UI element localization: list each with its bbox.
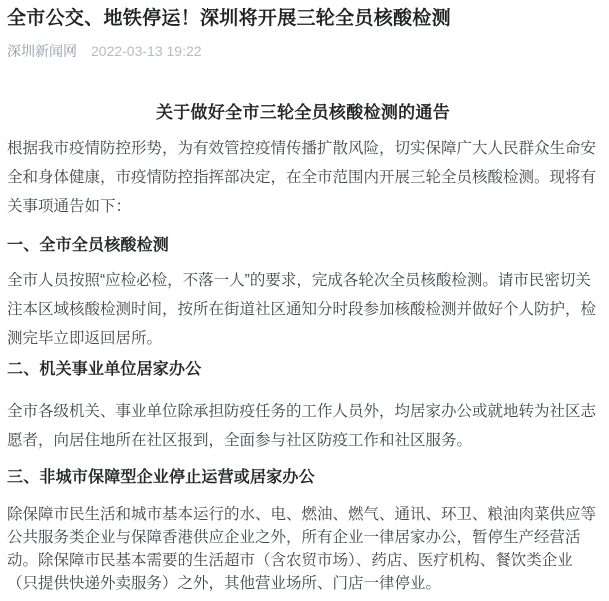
intro-paragraph: 根据我市疫情防控形势，为有效管控疫情传播扩散风险，切实保障广大人民群众生命安全和身体健康，市疫情防控指挥部决定，在全市范围内开展三轮全员核酸检测。现将有关事项通告如下： bbox=[7, 140, 597, 215]
section-3-heading: 三、非城市保障型企业停止运营或居家办公 bbox=[7, 469, 315, 486]
notice-title: 关于做好全市三轮全员核酸检测的通告 bbox=[155, 103, 451, 122]
section-2-body: 全市各级机关、事业单位除承担防疫任务的工作人员外，均居家办公或就地转为社区志愿者，向居住地所在社区报到，全面参与社区防疫工作和社区服务。 bbox=[7, 403, 597, 449]
article-meta bbox=[7, 41, 599, 61]
publish-timestamp: 2022-03-13 19:22 bbox=[91, 43, 202, 59]
page-title: 全市公交、地铁停运！深圳将开展三轮全员核酸检测 bbox=[7, 8, 451, 29]
section-3-body: 除保障市民生活和城市基本运行的水、电、燃油、燃气、通讯、环卫、粮油肉菜供应等公共服务类企业与保障香港供应企业之外，所有企业一律居家办公，暂停生产经营活动。除保障市民基本需要的生活超市（含农贸市场）、药店、医疗机构、餐饮类企业（只提供快递外卖服务）之外，其他营业场所、门店一律停业。 bbox=[7, 506, 597, 592]
source-link[interactable]: 深圳新闻网 bbox=[7, 43, 77, 59]
section-1-body: 全市人员按照“应检必检，不落一人”的要求，完成各轮次全员核酸检测。请市民密切关注本区域核酸检测时间，按所在街道社区通知分时段参加核酸检测并做好个人防护，检测完毕立即返回居所。 bbox=[7, 272, 597, 347]
section-1-heading: 一、全市全员核酸检测 bbox=[7, 237, 170, 254]
section-2-heading: 二、机关事业单位居家办公 bbox=[7, 361, 202, 378]
